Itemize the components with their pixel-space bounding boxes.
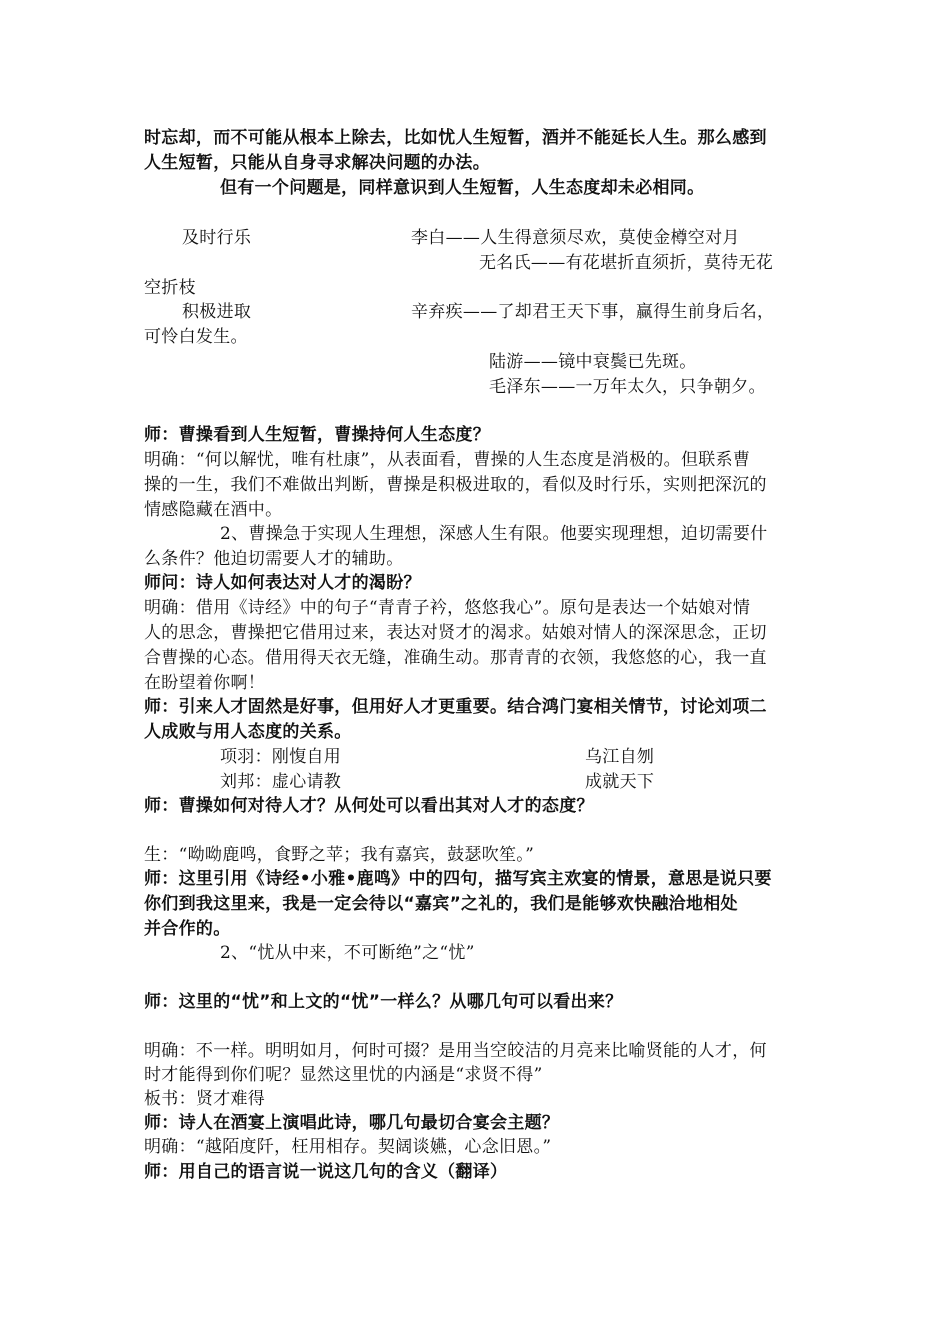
answer-5-line-2: 时才能得到你们呢？显然这里忧的内涵是“求贤不得” bbox=[144, 1065, 543, 1085]
attitude-label-enjoy: 及时行乐 bbox=[182, 228, 252, 248]
answer-6: 明确：“越陌度阡，枉用相存。契阔谈嬿，心念旧恩。” bbox=[144, 1137, 552, 1157]
quote-libai: 李白——人生得意须尽欢，莫使金樽空对月 bbox=[411, 228, 740, 248]
teacher-explain-line-1: 师：这里引用《诗经•小雅•鹿鸣》中的四句，描写宾主欢宴的情景，意思是说只要 bbox=[144, 869, 772, 889]
student-answer: 生：“呦呦鹿鸣，食野之苹；我有嘉宾，鼓瑟吹笙。” bbox=[144, 845, 535, 865]
quote-xinqiji-2: 可怜白发生。 bbox=[144, 327, 248, 347]
xiangyu-result: 乌江自刎 bbox=[585, 747, 655, 767]
intro-line-1: 时忘却，而不可能从根本上除去，比如忧人生短暂，酒并不能延长人生。那么感到 bbox=[144, 128, 767, 148]
liubang-attitude: 刘邦：虚心请教 bbox=[220, 772, 342, 792]
answer-5-line-1: 明确：不一样。明明如月，何时可掇？是用当空皎洁的月亮来比喻贤能的人才，何 bbox=[144, 1041, 767, 1061]
answer-2-line-4: 在盼望着你啊！ bbox=[144, 673, 266, 693]
xiangyu-attitude: 项羽：刚愎自用 bbox=[220, 747, 342, 767]
teacher-question-3-line-2: 人成败与用人态度的关系。 bbox=[144, 722, 352, 742]
answer-1-line-1: 明确：“何以解忧，唯有杜康”，从表面看，曹操的人生态度是消极的。但联系曹 bbox=[144, 450, 751, 470]
quote-xinqiji-1: 辛弃疾——了却君王天下事，赢得生前身后名， bbox=[411, 302, 775, 322]
teacher-question-2: 师问：诗人如何表达对人才的渴盼？ bbox=[144, 573, 421, 593]
teacher-question-6: 师：诗人在酒宴上演唱此诗，哪几句最切合宴会主题？ bbox=[144, 1113, 560, 1133]
attitude-label-active: 积极进取 bbox=[182, 302, 252, 322]
point-2-line-1: 2、曹操急于实现人生理想，深感人生有限。他要实现理想，迫切需要什 bbox=[220, 524, 768, 544]
teacher-question-5: 师：这里的“忧”和上文的“忧”一样么？从哪几句可以看出来？ bbox=[144, 992, 623, 1012]
teacher-question-7: 师：用自己的语言说一说这几句的含义（翻译） bbox=[144, 1162, 508, 1182]
quote-maozedong: 毛泽东——一万年太久，只争朝夕。 bbox=[489, 377, 766, 397]
teacher-question-3-line-1: 师：引来人才固然是好事，但用好人才更重要。结合鸿门宴相关情节，讨论刘项二 bbox=[144, 697, 767, 717]
answer-1-line-3: 情感隐藏在酒中。 bbox=[144, 500, 283, 520]
point-2-line-2: 么条件？他迫切需要人才的辅助。 bbox=[144, 549, 404, 569]
board-note: 板书：贤才难得 bbox=[144, 1089, 266, 1109]
answer-2-line-3: 合曹操的心态。借用得天衣无缝，准确生动。那青青的衣领，我悠悠的心，我一直 bbox=[144, 648, 767, 668]
teacher-explain-line-3: 并合作的。 bbox=[144, 919, 231, 939]
liubang-result: 成就天下 bbox=[585, 772, 655, 792]
answer-2-line-2: 人的思念，曹操把它借用过来，表达对贤才的渴求。姑娘对情人的深深思念，正切 bbox=[144, 623, 767, 643]
answer-2-line-1: 明确：借用《诗经》中的句子“青青子衿，悠悠我心”。原句是表达一个姑娘对情 bbox=[144, 598, 751, 618]
intro-line-2: 人生短暂，只能从自身寻求解决问题的办法。 bbox=[144, 153, 490, 173]
intro-line-3: 但有一个问题是，同样意识到人生短暂，人生态度却未必相同。 bbox=[220, 178, 705, 198]
teacher-explain-line-2: 你们到我这里来，我是一定会待以“嘉宾”之礼的，我们是能够欢快融洽地相处 bbox=[144, 894, 738, 914]
quote-luyou: 陆游——镜中衰鬓已先斑。 bbox=[489, 352, 697, 372]
point-3-line-1: 2、“忧从中来，不可断绝”之“忧” bbox=[220, 943, 475, 963]
teacher-question-1: 师：曹操看到人生短暂，曹操持何人生态度？ bbox=[144, 425, 490, 445]
teacher-question-4: 师：曹操如何对待人才？从何处可以看出其对人才的态度？ bbox=[144, 796, 594, 816]
quote-wumingshi-2: 空折枝 bbox=[144, 278, 196, 298]
quote-wumingshi-1: 无名氏——有花堪折直须折，莫待无花 bbox=[479, 253, 774, 273]
answer-1-line-2: 操的一生，我们不难做出判断，曹操是积极进取的，看似及时行乐，实则把深沉的 bbox=[144, 475, 767, 495]
